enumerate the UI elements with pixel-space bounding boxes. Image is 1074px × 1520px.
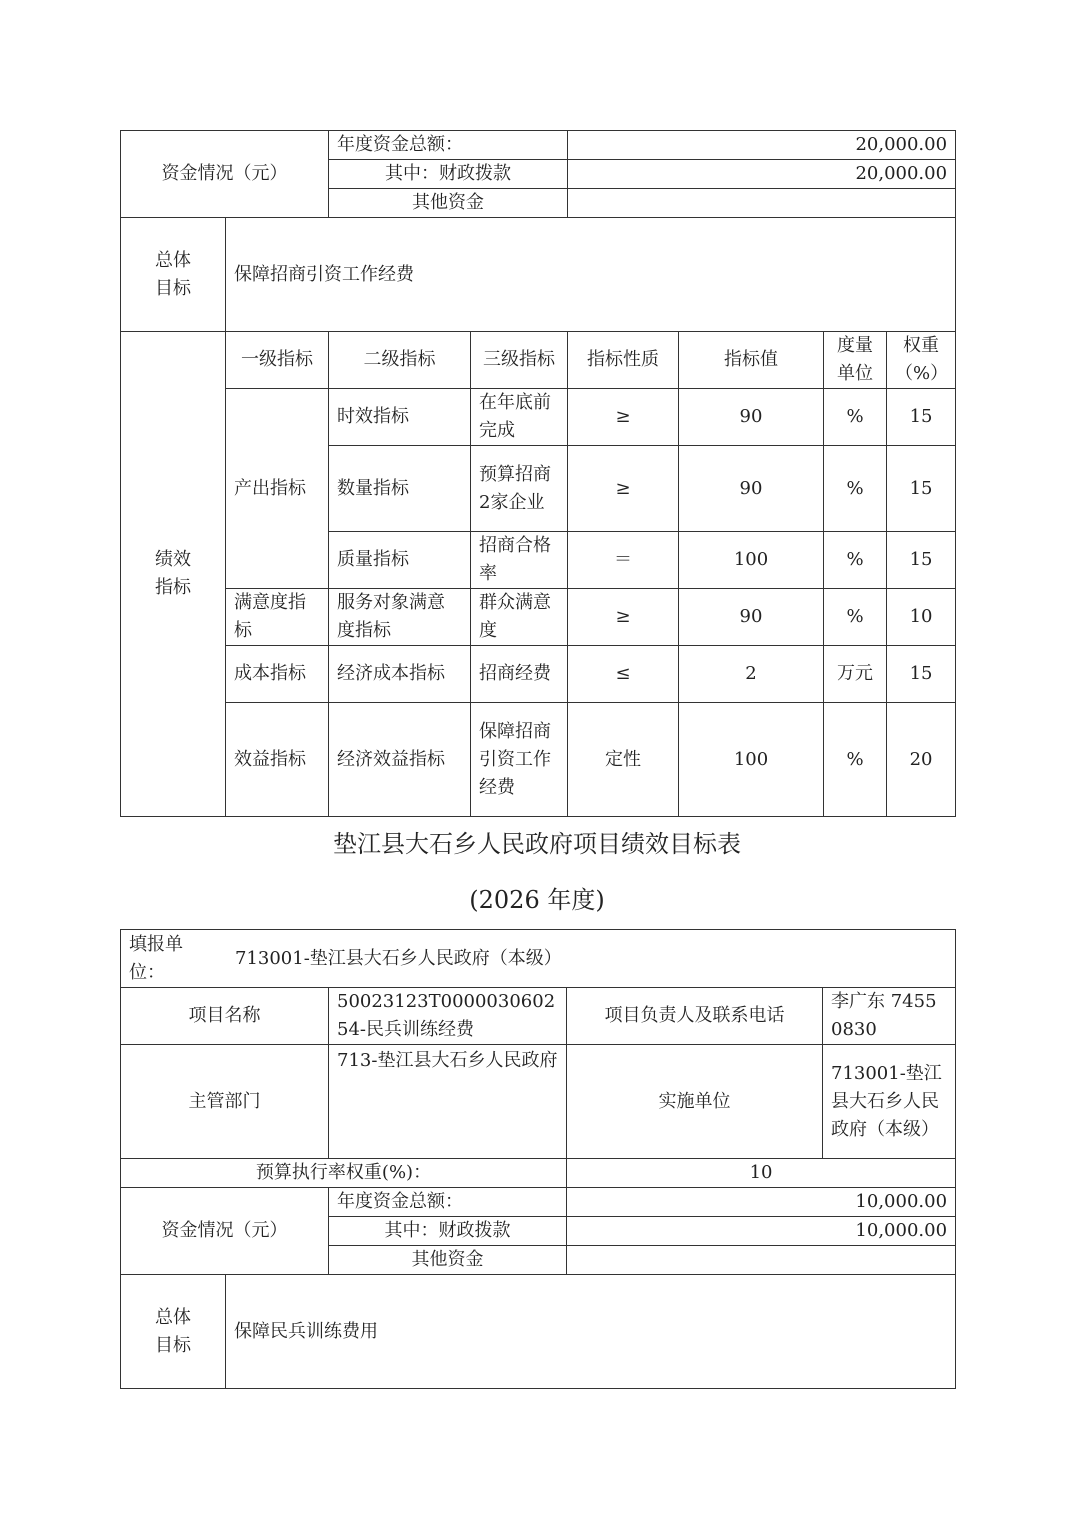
- row-level1: 产出指标: [226, 389, 329, 589]
- row-value: 100: [679, 703, 824, 817]
- row-level1: 满意度指标: [226, 589, 329, 646]
- row-value: 90: [679, 389, 824, 446]
- project-owner-value: 李广东 74550830: [823, 988, 956, 1045]
- row-level1: 成本指标: [226, 646, 329, 703]
- row-nature: 定性: [568, 703, 679, 817]
- other-funds-label: 其他资金: [329, 189, 568, 218]
- fiscal-label: 其中：财政拨款: [329, 1217, 567, 1246]
- row-nature: ≤: [568, 646, 679, 703]
- row-value: 90: [679, 446, 824, 532]
- row-level3: 在年底前完成: [471, 389, 568, 446]
- implementing-unit-value: 713001-垫江县大石乡人民政府（本级）: [823, 1045, 956, 1159]
- row-nature: ＝: [568, 532, 679, 589]
- row-level3: 群众满意度: [471, 589, 568, 646]
- row-unit: %: [824, 532, 887, 589]
- annual-total-value: 20,000.00: [568, 131, 956, 160]
- header-weight: 权重（%）: [887, 332, 956, 389]
- row-level2: 数量指标: [329, 446, 471, 532]
- document-title: 垫江县大石乡人民政府项目绩效目标表: [333, 830, 741, 858]
- goal-label: 总体目标: [121, 1275, 226, 1389]
- row-unit: %: [824, 589, 887, 646]
- annual-total-label: 年度资金总额：: [329, 131, 568, 160]
- document-year: (2026 年度): [469, 886, 605, 914]
- header-level1: 一级指标: [226, 332, 329, 389]
- row-nature: ≥: [568, 446, 679, 532]
- project-owner-label: 项目负责人及联系电话: [567, 988, 823, 1045]
- row-unit: 万元: [824, 646, 887, 703]
- annual-total-value: 10,000.00: [567, 1188, 956, 1217]
- fiscal-value: 10,000.00: [567, 1217, 956, 1246]
- fiscal-label: 其中：财政拨款: [329, 160, 568, 189]
- reporting-unit-value: 713001-垫江县大石乡人民政府（本级）: [235, 947, 562, 969]
- row-nature: ≥: [568, 589, 679, 646]
- row-level2: 经济效益指标: [329, 703, 471, 817]
- header-nature: 指标性质: [568, 332, 679, 389]
- row-unit: %: [824, 446, 887, 532]
- row-weight: 15: [887, 646, 956, 703]
- performance-label: 绩效指标: [121, 332, 226, 817]
- table-continued: [120, 130, 956, 817]
- row-level2: 时效指标: [329, 389, 471, 446]
- row-weight: 20: [887, 703, 956, 817]
- row-level3: 预算招商2家企业: [471, 446, 568, 532]
- budget-rate-value: 10: [567, 1159, 956, 1188]
- department-value: 713-垫江县大石乡人民政府: [329, 1045, 567, 1159]
- row-nature: ≥: [568, 389, 679, 446]
- funds-label: 资金情况（元）: [121, 131, 329, 218]
- row-weight: 15: [887, 446, 956, 532]
- other-funds-value: [567, 1246, 956, 1275]
- implementing-unit-label: 实施单位: [567, 1045, 823, 1159]
- row-level2: 服务对象满意度指标: [329, 589, 471, 646]
- row-weight: 15: [887, 389, 956, 446]
- reporting-unit-row: [121, 930, 956, 988]
- annual-total-label: 年度资金总额：: [329, 1188, 567, 1217]
- row-level2: 经济成本指标: [329, 646, 471, 703]
- goal-text: 保障招商引资工作经费: [226, 218, 956, 332]
- header-value: 指标值: [679, 332, 824, 389]
- row-unit: %: [824, 703, 887, 817]
- header-level2: 二级指标: [329, 332, 471, 389]
- row-level3: 保障招商引资工作经费: [471, 703, 568, 817]
- other-funds-value: [568, 189, 956, 218]
- row-level2: 质量指标: [329, 532, 471, 589]
- row-level3: 招商经费: [471, 646, 568, 703]
- row-level1: 效益指标: [226, 703, 329, 817]
- funds-label: 资金情况（元）: [121, 1188, 329, 1275]
- header-level3: 三级指标: [471, 332, 568, 389]
- row-value: 90: [679, 589, 824, 646]
- project-name-label: 项目名称: [121, 988, 329, 1045]
- reporting-unit-label: 填报单位：: [129, 933, 183, 983]
- project-table: [120, 929, 956, 1389]
- header-unit: 度量单位: [824, 332, 887, 389]
- fiscal-value: 20,000.00: [568, 160, 956, 189]
- goal-text: 保障民兵训练费用: [226, 1275, 956, 1389]
- other-funds-label: 其他资金: [329, 1246, 567, 1275]
- budget-rate-label: 预算执行率权重(%)：: [121, 1159, 567, 1188]
- row-weight: 15: [887, 532, 956, 589]
- department-label: 主管部门: [121, 1045, 329, 1159]
- row-value: 2: [679, 646, 824, 703]
- goal-label: 总体目标: [121, 218, 226, 332]
- project-name-value: 50023123T000003060254-民兵训练经费: [329, 988, 567, 1045]
- row-unit: %: [824, 389, 887, 446]
- row-value: 100: [679, 532, 824, 589]
- row-level3: 招商合格率: [471, 532, 568, 589]
- row-weight: 10: [887, 589, 956, 646]
